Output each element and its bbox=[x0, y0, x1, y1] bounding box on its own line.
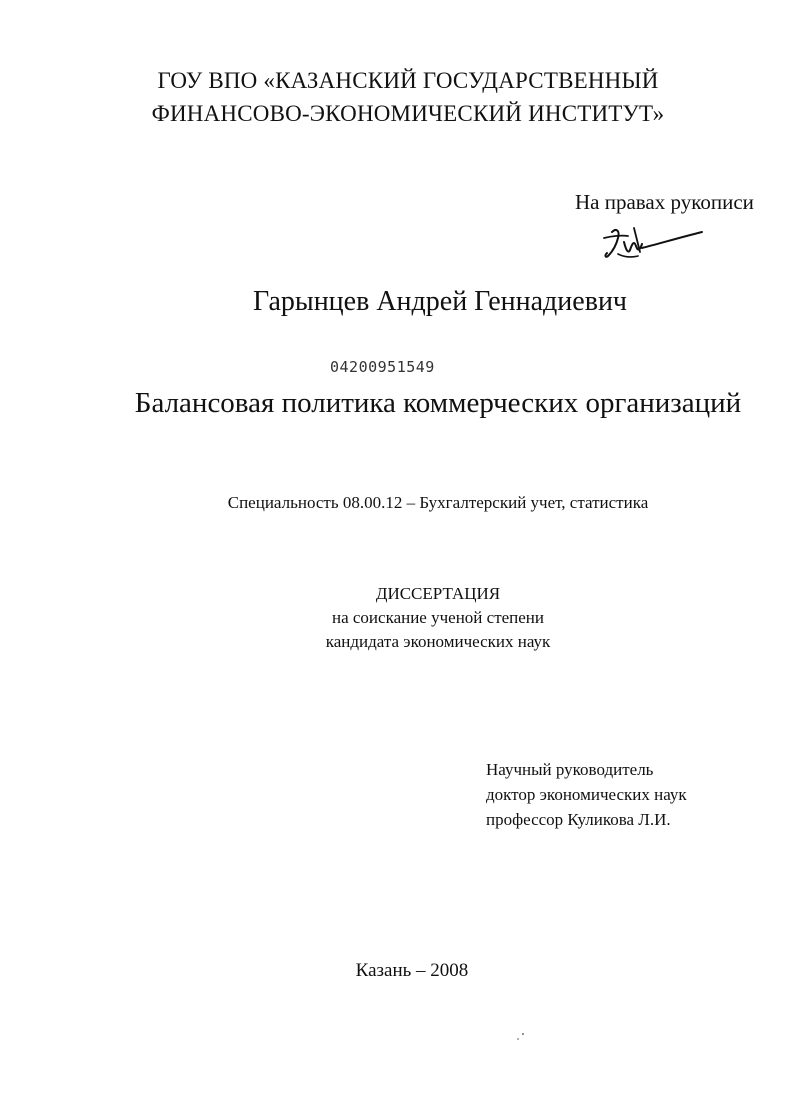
thesis-line-2: кандидата экономических наук bbox=[325, 632, 551, 651]
author-name: Гарынцев Андрей Геннадиевич bbox=[252, 286, 628, 317]
institution-block bbox=[10, 64, 796, 130]
place-year: Казань – 2008 bbox=[355, 960, 469, 981]
signature-icon bbox=[598, 220, 708, 270]
supervisor-degree: доктор экономических наук bbox=[486, 785, 687, 804]
supervisor-block bbox=[486, 757, 687, 832]
scan-speck-icon bbox=[516, 1032, 526, 1042]
thesis-block bbox=[40, 582, 796, 654]
supervisor-role: Научный руководитель bbox=[486, 760, 654, 779]
manuscript-note: На правах рукописи bbox=[575, 190, 754, 214]
thesis-line-1: на соискание ученой степени bbox=[331, 608, 545, 627]
supervisor-name: профессор Куликова Л.И. bbox=[486, 810, 671, 829]
thesis-heading: ДИССЕРТАЦИЯ bbox=[375, 584, 501, 603]
dissertation-title: Балансовая политика коммерческих организаций bbox=[134, 387, 742, 419]
institution-line-1: ГОУ ВПО «КАЗАНСКИЙ ГОСУДАРСТВЕННЫЙ bbox=[157, 68, 659, 93]
registration-number: 04200951549 bbox=[330, 358, 435, 376]
speciality-line: Специальность 08.00.12 – Бухгалтерский учет, статистика bbox=[227, 493, 649, 512]
institution-line-2: ФИНАНСОВО-ЭКОНОМИЧЕСКИЙ ИНСТИТУТ» bbox=[151, 101, 665, 126]
